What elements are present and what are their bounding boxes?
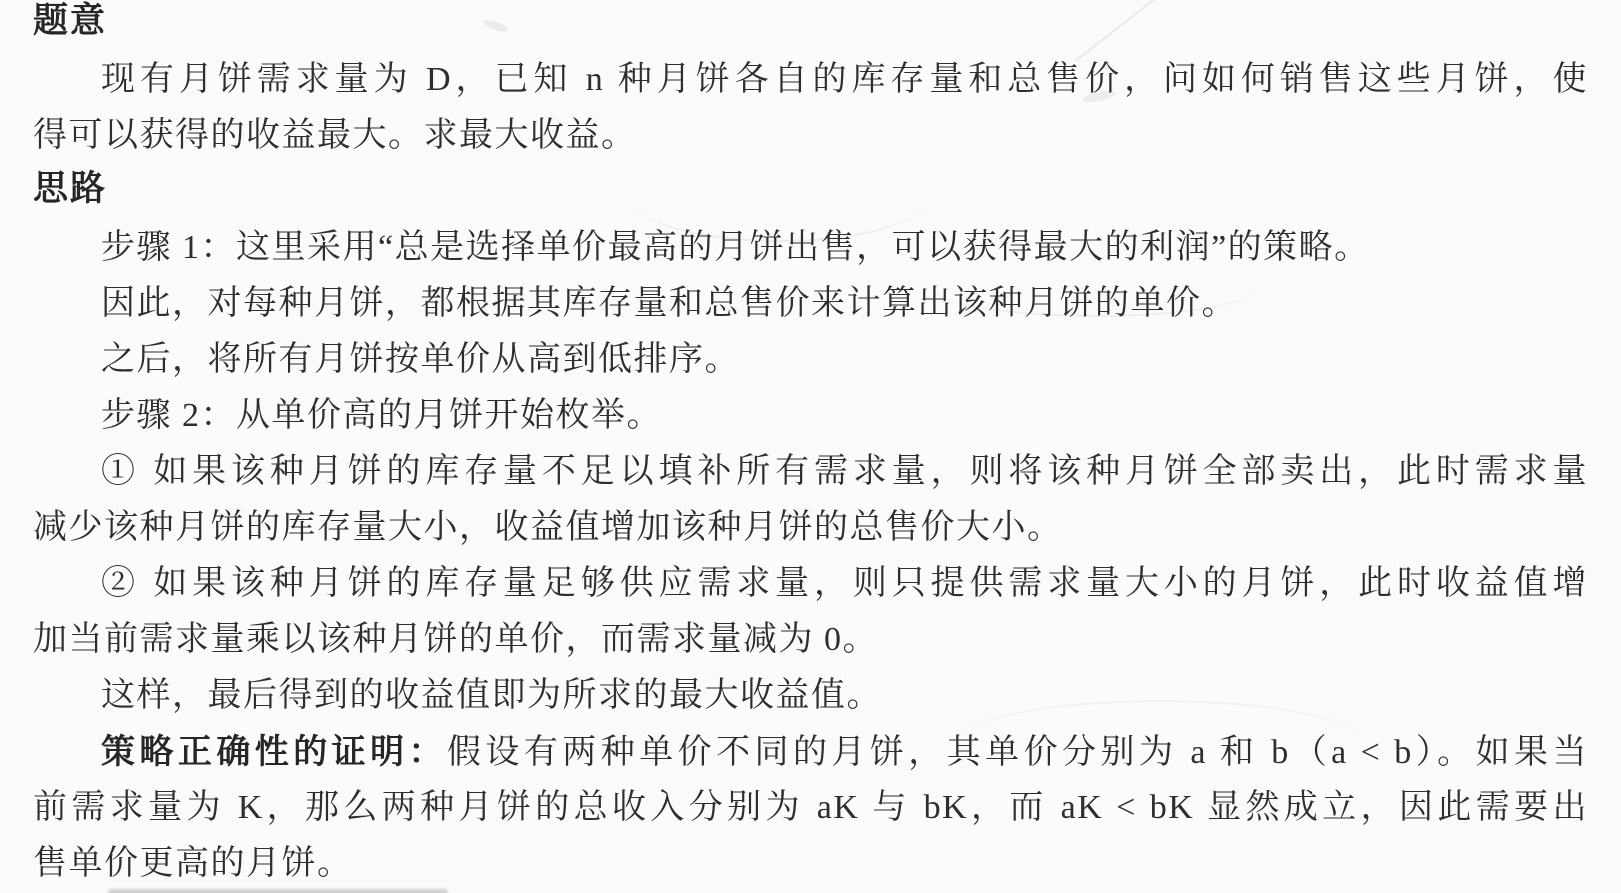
text-line: 前需求量为 K，那么两种月饼的总收入分别为 aK 与 bK，而 aK < bK 显然成立，因此需要出 [33, 789, 1588, 826]
text-line: 步骤 1：这里采用“总是选择单价最高的月饼出售，可以获得最大的利润”的策略。 [101, 229, 1370, 266]
text-line-case-1: ① 如果该种月饼的库存量不足以填补所有需求量，则将该种月饼全部卖出，此时需求量 [101, 453, 1588, 490]
text-line: 售单价更高的月饼。 [33, 845, 353, 882]
text-line: 因此，对每种月饼，都根据其库存量和总售价来计算出该种月饼的单价。 [101, 285, 1237, 322]
text-line: 得可以获得的收益最大。求最大收益。 [33, 117, 637, 154]
text-line: 现有月饼需求量为 D，已知 n 种月饼各自的库存量和总售价，问如何销售这些月饼，使 [101, 61, 1588, 98]
text-line: 减少该种月饼的库存量大小，收益值增加该种月饼的总售价大小。 [33, 509, 1063, 546]
text-line-case-2: ② 如果该种月饼的库存量足够供应需求量，则只提供需求量大小的月饼，此时收益值增 [101, 565, 1588, 602]
section-heading-problem: 题意 [33, 1, 108, 40]
text-run: 假设有两种单价不同的月饼，其单价分别为 a 和 b（a < b）。如果当 [446, 734, 1588, 771]
text-line: 这样，最后得到的收益值即为所求的最大收益值。 [101, 677, 882, 714]
text-line: 步骤 2：从单价高的月饼开始枚举。 [101, 397, 662, 434]
section-heading-approach: 思路 [33, 169, 108, 208]
cutoff-next-line-fragment [108, 889, 448, 893]
text-line-proof [33, 724, 1588, 780]
text-line: 加当前需求量乘以该种月饼的单价，而需求量减为 0。 [33, 621, 878, 658]
bold-run-proof-label: 策略正确性的证明： [101, 733, 447, 771]
text-line: 之后，将所有月饼按单价从高到低排序。 [101, 341, 740, 378]
